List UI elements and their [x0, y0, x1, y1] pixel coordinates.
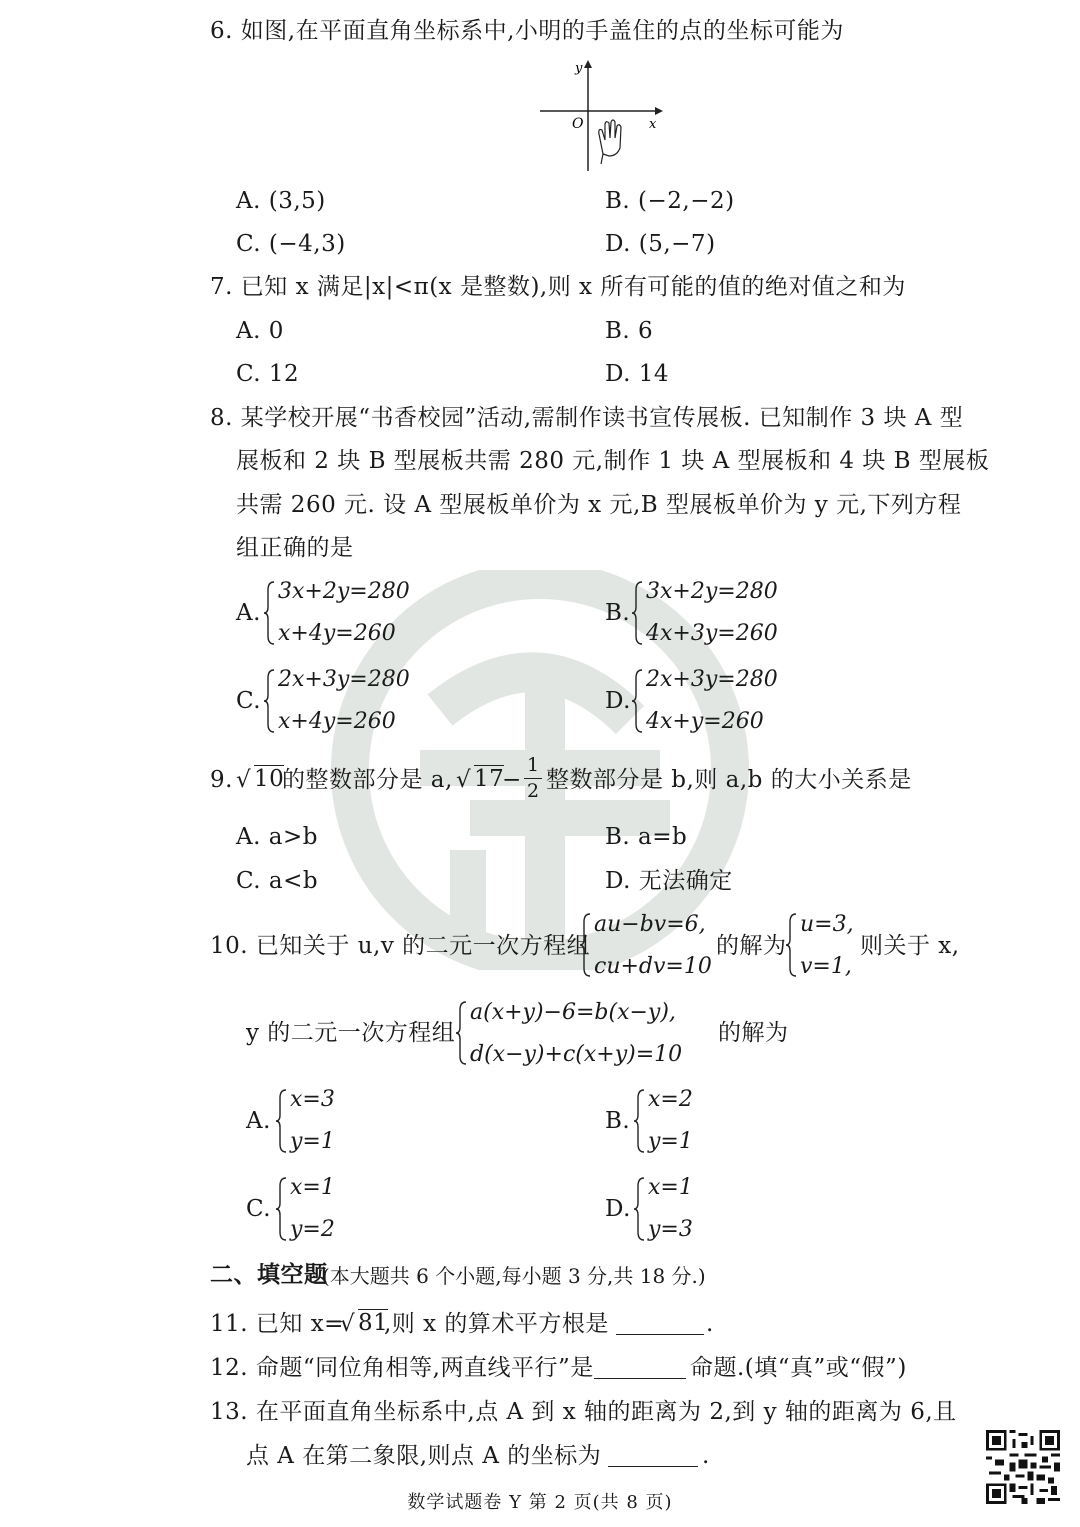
q7-option-c: C. 12 [236, 361, 300, 387]
brace-icon [632, 668, 642, 734]
q10-sys1-eq1: au−bv=6, [594, 912, 706, 937]
q10-option-b-eq2: y=1 [648, 1129, 693, 1154]
q12-prefix: 12. 命题“同位角相等,两直线平行”是 [210, 1355, 594, 1381]
answer-blank[interactable] [608, 1466, 698, 1467]
q9-prefix: 9. [210, 767, 233, 793]
brace-icon [276, 1176, 286, 1242]
y-axis-label: y [575, 61, 583, 76]
q9-text1: 的整数部分是 a, [282, 767, 453, 793]
q6-stem: 6. 如图,在平面直角坐标系中,小明的手盖住的点的坐标可能为 [210, 18, 844, 44]
brace-icon [632, 580, 642, 646]
q8-option-c-eq1: 2x+3y=280 [278, 667, 410, 692]
q10-option-c-label: C. [246, 1196, 272, 1222]
sqrt-icon: √ [456, 767, 472, 793]
brace-icon [786, 912, 796, 978]
q6-option-b: B. (−2,−2) [605, 188, 735, 214]
q10-option-c-eq1: x=1 [290, 1175, 335, 1200]
page-footer: 数学试题卷 Y 第 2 页(共 8 页) [407, 1492, 673, 1513]
q9-option-b: B. a=b [605, 824, 688, 850]
q10-line2-suffix: 的解为 [718, 1020, 789, 1046]
q8-line2: 展板和 2 块 B 型展板共需 280 元,制作 1 块 A 型展板和 4 块 B 型展板 [236, 448, 990, 474]
q13-end: . [702, 1443, 710, 1469]
q8-line1: 8. 某学校开展“书香校园”活动,需制作读书宣传展板. 已知制作 3 块 A 型 [210, 405, 964, 431]
brace-icon [580, 912, 590, 978]
q10-mid: 的解为 [716, 933, 787, 959]
x-axis-label: x [649, 117, 657, 132]
hand-icon [599, 120, 621, 164]
fraction-bar [524, 778, 542, 779]
q7-option-b: B. 6 [605, 318, 654, 344]
q12-suffix: 命题.(填“真”或“假”) [690, 1355, 907, 1381]
q8-line3: 共需 260 元. 设 A 型展板单价为 x 元,B 型展板单价为 y 元,下列方程 [236, 492, 962, 518]
q8-option-c-label: C. [236, 688, 262, 714]
q8-option-a-label: A. [236, 600, 261, 626]
q8-option-a-eq1: 3x+2y=280 [278, 579, 410, 604]
q10-option-a-eq1: x=3 [290, 1087, 335, 1112]
q6-option-d: D. (5,−7) [605, 231, 716, 257]
q10-option-b-eq1: x=2 [648, 1087, 693, 1112]
q13-line1: 13. 在平面直角坐标系中,点 A 到 x 轴的距离为 2,到 y 轴的距离为 6,且 [210, 1399, 957, 1425]
q10-option-a-eq2: y=1 [290, 1129, 335, 1154]
q7-stem: 7. 已知 x 满足|x|<π(x 是整数),则 x 所有可能的值的绝对值之和为 [210, 274, 906, 300]
q10-sol-eq2: v=1, [800, 954, 852, 979]
q6-option-a: A. (3,5) [236, 188, 326, 214]
q8-option-b-label: B. [605, 600, 631, 626]
q11-prefix: 11. 已知 x= [210, 1311, 344, 1337]
brace-icon [264, 580, 274, 646]
q8-option-c-eq2: x+4y=260 [278, 709, 396, 734]
answer-blank[interactable] [594, 1378, 686, 1379]
q10-option-a-label: A. [246, 1108, 271, 1134]
q11-sqrt: 81 [358, 1310, 389, 1336]
q10-prefix: 10. 已知关于 u,v 的二元一次方程组 [210, 933, 591, 959]
q10-sys2-eq1: a(x+y)−6=b(x−y), [470, 1000, 676, 1025]
q10-suffix: 则关于 x, [860, 933, 960, 959]
q11-end: . [706, 1311, 714, 1337]
q9-text2: 整数部分是 b,则 a,b 的大小关系是 [546, 767, 912, 793]
q10-option-b-label: B. [605, 1108, 631, 1134]
q10-option-c-eq2: y=2 [290, 1217, 335, 1242]
q10-line2-prefix: y 的二元一次方程组 [246, 1020, 456, 1046]
sqrt-icon: √ [236, 767, 252, 793]
q8-line4: 组正确的是 [236, 535, 354, 561]
q7-option-d: D. 14 [605, 361, 670, 387]
section-title: 二、填空题 [210, 1261, 328, 1288]
brace-icon [634, 1176, 644, 1242]
q10-option-d-eq1: x=1 [648, 1175, 693, 1200]
q8-option-d-eq1: 2x+3y=280 [646, 667, 778, 692]
q8-option-b-eq1: 3x+2y=280 [646, 579, 778, 604]
q10-sys2-eq2: d(x−y)+c(x+y)=10 [470, 1042, 683, 1067]
origin-label: O [572, 116, 584, 132]
q7-option-a: A. 0 [236, 318, 284, 344]
q8-option-a-eq2: x+4y=260 [278, 621, 396, 646]
q6-option-c: C. (−4,3) [236, 231, 346, 257]
q6-coordinate-figure [535, 56, 665, 174]
q9-option-d: D. 无法确定 [605, 868, 733, 894]
q9-sqrt1: 10 [254, 766, 285, 792]
q9-option-a: A. a>b [236, 824, 318, 850]
q9-frac-num: 1 [526, 754, 540, 776]
q9-sqrt2: 17 [474, 766, 505, 792]
brace-icon [264, 668, 274, 734]
q8-option-d-eq2: 4x+y=260 [646, 709, 764, 734]
q10-sys1-eq2: cu+dv=10 [594, 954, 712, 979]
brace-icon [276, 1088, 286, 1154]
section-note: (本大题共 6 个小题,每小题 3 分,共 18 分.) [322, 1264, 706, 1288]
q8-option-b-eq2: 4x+3y=260 [646, 621, 778, 646]
brace-icon [456, 1000, 466, 1066]
q9-minus: − [502, 767, 522, 793]
q10-option-d-label: D. [605, 1196, 631, 1222]
q10-sol-eq1: u=3, [800, 912, 854, 937]
sqrt-icon: √ [340, 1311, 356, 1337]
answer-blank[interactable] [616, 1334, 704, 1335]
brace-icon [634, 1088, 644, 1154]
q10-option-d-eq2: y=3 [648, 1217, 693, 1242]
q13-line2: 点 A 在第二象限,则点 A 的坐标为 [246, 1443, 602, 1469]
qr-code [986, 1430, 1060, 1504]
q8-option-d-label: D. [605, 688, 631, 714]
q9-option-c: C. a<b [236, 868, 319, 894]
q11-suffix: ,则 x 的算术平方根是 [384, 1311, 609, 1337]
q9-frac-den: 2 [526, 780, 540, 802]
